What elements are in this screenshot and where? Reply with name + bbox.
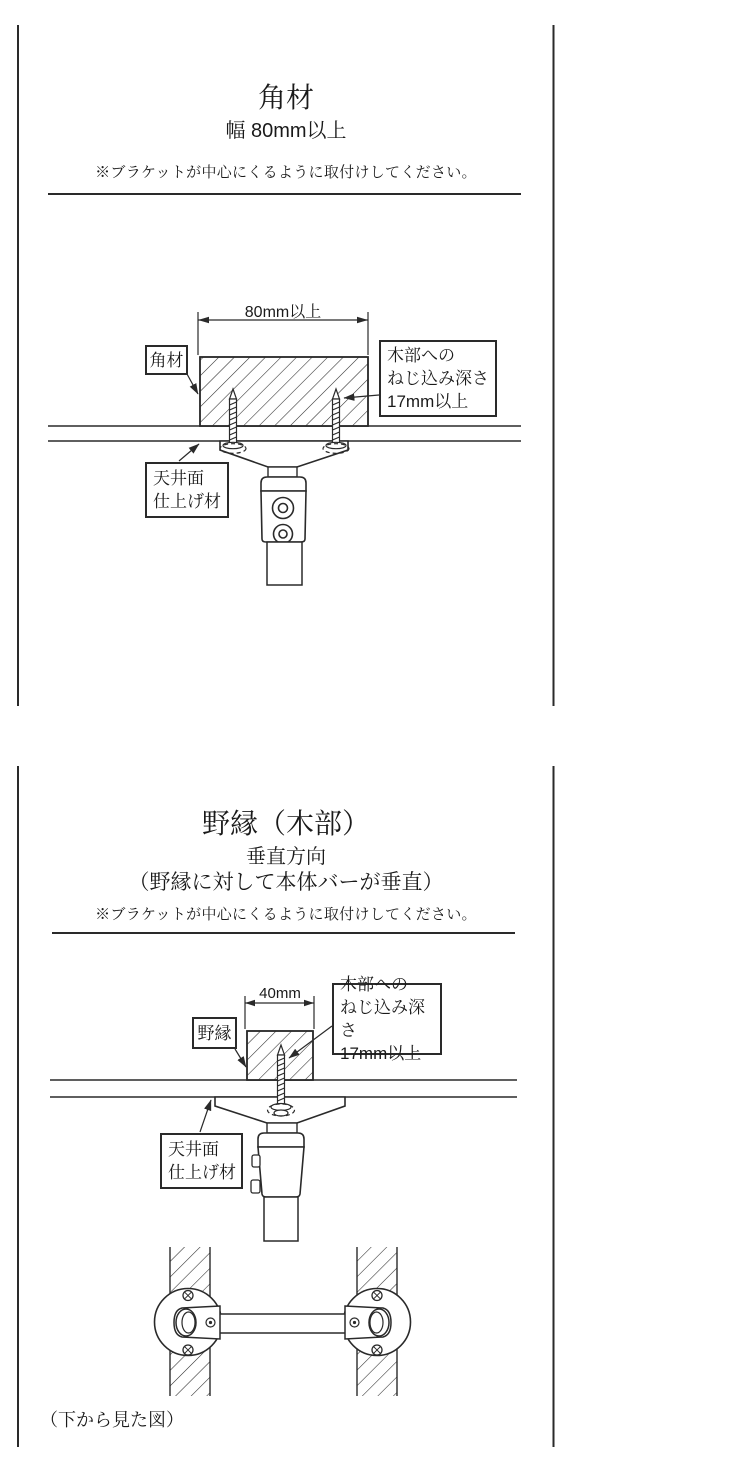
s2-subtitle: 垂直方向 xyxy=(246,846,326,868)
s2-note: ※ブラケットが中心にくるように取付けしてください。 xyxy=(95,906,477,923)
s1-dimension-label: 80mm以上 xyxy=(244,304,322,321)
s1-screw-note-line3: 17mm以上 xyxy=(387,392,469,411)
s1-screw-note-line2: ねじ込み深さ xyxy=(387,369,489,388)
socket-left xyxy=(174,1306,220,1339)
s2-hanger-rod xyxy=(264,1197,298,1241)
s2-screw-note-line3: 17mm以上 xyxy=(340,1044,422,1063)
s1-part-label-box xyxy=(145,345,188,375)
s1-part-label: 角材 xyxy=(149,350,184,370)
s2-title: 野縁（木部） xyxy=(201,808,370,839)
socket-right xyxy=(345,1306,391,1339)
s2-ceiling-label-line1: 天井面 xyxy=(168,1140,219,1159)
s1-hanger-rod xyxy=(267,542,302,585)
s2-ceiling-label-box xyxy=(160,1133,243,1189)
s1-screw-note-box xyxy=(379,340,497,417)
s2-ceiling-label-line2: 仕上げ材 xyxy=(168,1163,236,1182)
s2-subtitle-paren: （野縁に対して本体バーが垂直） xyxy=(128,871,444,894)
s2-part-label: 野縁 xyxy=(197,1023,232,1043)
s2-screw-note-line1: 木部への xyxy=(340,975,408,994)
s2-dimension-label: 40mm xyxy=(259,985,301,1002)
s1-ceiling-label-line2: 仕上げ材 xyxy=(153,492,221,511)
body-bar xyxy=(219,1314,346,1333)
s2-part-label-box xyxy=(192,1017,237,1049)
s1-timber-crosssection xyxy=(200,357,368,426)
bottom-view xyxy=(155,1247,411,1396)
s1-note: ※ブラケットが中心にくるように取付けしてください。 xyxy=(95,164,477,181)
s2-screw-note-box xyxy=(332,975,442,1063)
s2-screw-note-line2: ねじ込み深さ xyxy=(340,998,425,1040)
s1-screw-note-line1: 木部への xyxy=(387,346,455,365)
bottom-view-caption: （下から見た図） xyxy=(40,1410,184,1430)
s1-ceiling-label-line1: 天井面 xyxy=(153,469,204,488)
s1-ceiling-lines xyxy=(48,426,521,441)
s1-bracket xyxy=(220,441,348,585)
s1-ceiling-label-box xyxy=(145,462,229,518)
s2-diagram xyxy=(50,996,517,1241)
s1-subtitle: 幅 80mm以上 xyxy=(225,120,347,142)
s1-title: 角材 xyxy=(257,82,314,113)
